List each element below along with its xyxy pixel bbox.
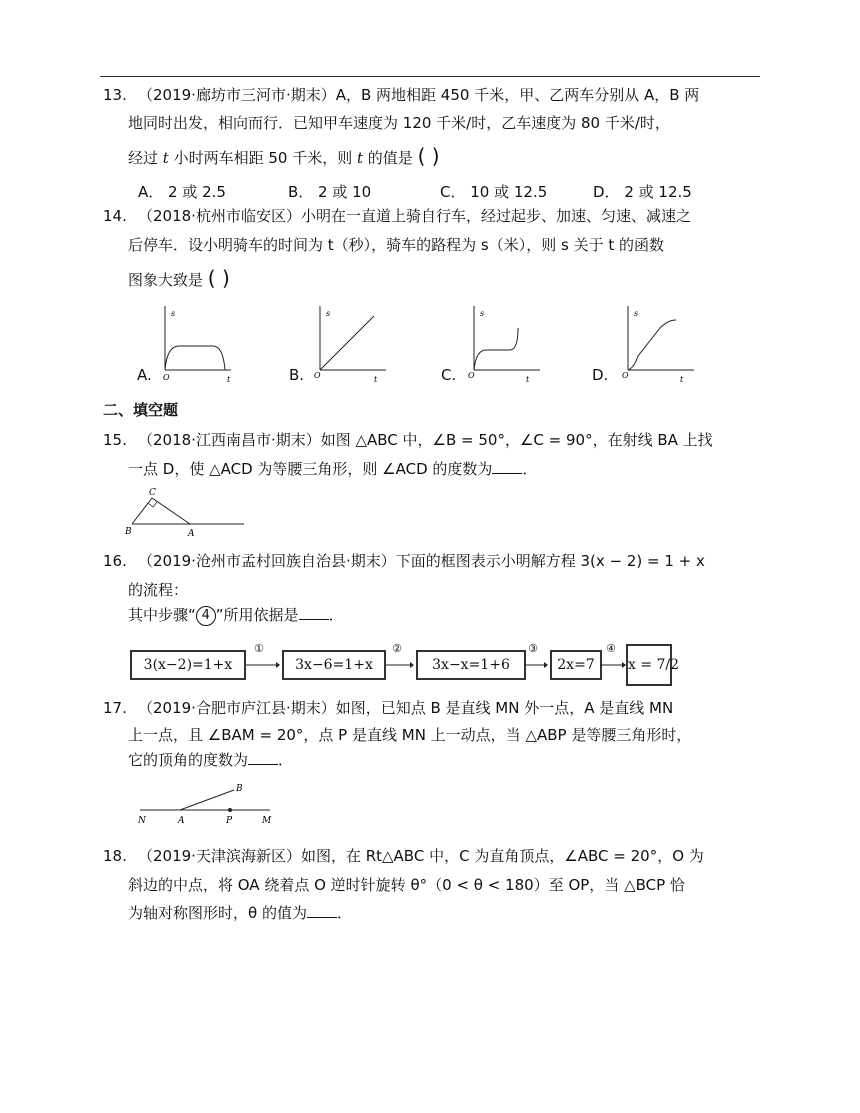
step-label: ②: [392, 642, 402, 655]
option-b[interactable]: B． 2 或 10: [288, 183, 372, 201]
flow-box-result: x = 7/2: [626, 644, 672, 686]
answer-paren: ( ): [207, 266, 230, 290]
text: 小时两车相距 50 千米，则: [168, 149, 357, 167]
text: 为轴对称图形时，θ 的值为: [128, 904, 307, 922]
axis-o: O: [622, 371, 629, 380]
axis-s: s: [634, 309, 639, 318]
axis-o: O: [468, 371, 475, 380]
label-b: B: [236, 784, 243, 794]
label-c: C: [149, 488, 156, 498]
graph-b[interactable]: [312, 302, 392, 384]
question-text-line: （2019·廊坊市三河市·期末）A，B 两地相距 450 千米，甲、乙两车分别从 A，B 两: [138, 86, 700, 104]
flow-box: 3x−x=1+6: [416, 650, 526, 680]
question-text-line: （2019·合肥市庐江县·期末）如图，已知点 B 是直线 MN 外一点，A 是直线 MN: [138, 699, 674, 717]
math-var: t: [356, 149, 364, 167]
question-number: 14.: [103, 207, 127, 225]
text: 图象大致是: [128, 271, 204, 289]
step-label: ④: [606, 642, 616, 655]
question-number: 15.: [103, 431, 127, 449]
text: ．: [522, 460, 538, 478]
axis-t: t: [680, 375, 684, 384]
axis-s: s: [480, 309, 485, 318]
graph-c[interactable]: [466, 302, 546, 384]
question-text-line: 的流程：: [128, 581, 189, 599]
graph-d[interactable]: [620, 302, 700, 384]
math-var: t: [162, 149, 169, 167]
text: ．: [278, 751, 294, 769]
text: 经过: [128, 149, 163, 167]
text: ．: [336, 904, 352, 922]
axis-t: t: [374, 375, 378, 384]
graph-a[interactable]: [157, 302, 237, 384]
flowchart: [130, 640, 680, 688]
text: ．: [328, 606, 344, 624]
question-text-line: 斜边的中点，将 OA 绕着点 O 逆时针旋转 θ°（0 < θ < 180）至 OP，当 △BCP 恰: [128, 876, 685, 894]
answer-blank[interactable]: [307, 903, 337, 918]
text: 的值是: [363, 149, 413, 167]
text: 其中步骤“: [128, 606, 196, 624]
text: 一点 D，使 △ACD 为等腰三角形，则 ∠ACD 的度数为: [128, 460, 493, 478]
label-b: B: [125, 527, 132, 537]
question-text-line: （2019·天津滨海新区）如图，在 Rt△ABC 中，C 为直角顶点，∠ABC = 20°，O 为: [138, 847, 704, 865]
answer-paren: ( ): [417, 144, 440, 168]
option-d[interactable]: D.: [592, 366, 609, 384]
step-label: ①: [254, 642, 264, 655]
triangle-figure: [122, 484, 252, 542]
option-d[interactable]: D． 2 或 12.5: [593, 183, 692, 201]
question-text-line: （2018·杭州市临安区）小明在一直道上骑自行车，经过起步、加速、匀速、减速之: [138, 207, 691, 225]
question-text-line: 后停车．设小明骑车的时间为 t（秒），骑车的路程为 s（米），则 s 关于 t 的函数: [128, 236, 665, 254]
option-c[interactable]: C． 10 或 12.5: [440, 183, 548, 201]
option-a[interactable]: A． 2 或 2.5: [138, 183, 226, 201]
question-text-line: 上一点，且 ∠BAM = 20°，点 P 是直线 MN 上一动点，当 △ABP 是等腰三角形时，: [128, 726, 692, 744]
axis-t: t: [526, 375, 530, 384]
text: 它的顶角的度数为: [128, 751, 249, 769]
question-text-line: 地同时出发，相向而行．已知甲车速度为 120 千米/时，乙车速度为 80 千米/时，: [128, 114, 670, 132]
answer-blank[interactable]: [248, 750, 278, 765]
label-m: M: [262, 816, 272, 826]
question-number: 16.: [103, 552, 127, 570]
axis-o: O: [314, 371, 321, 380]
answer-blank[interactable]: [492, 459, 522, 474]
section-title: 二、填空题: [103, 401, 179, 419]
label-a: A: [188, 529, 195, 539]
question-text-line: （2019·沧州市孟村回族自治县·期末）下面的框图表示小明解方程 3(x − 2) = 1 + x: [138, 552, 705, 570]
axis-o: O: [163, 373, 170, 382]
line-figure: [132, 778, 282, 826]
label-a: A: [178, 816, 185, 826]
label-n: N: [138, 816, 146, 826]
question-number: 18.: [103, 847, 127, 865]
option-c[interactable]: C.: [441, 366, 457, 384]
axis-t: t: [227, 375, 231, 384]
question-text-line: [128, 459, 537, 479]
question-text-line: （2018·江西南昌市·期末）如图 △ABC 中，∠B = 50°，∠C = 90°，在射线 BA 上找: [138, 431, 713, 449]
question-number: 17.: [103, 699, 127, 717]
flow-box: 2x=7: [550, 650, 602, 680]
answer-blank[interactable]: [299, 605, 329, 620]
axis-s: s: [171, 309, 176, 318]
label-p: P: [226, 816, 233, 826]
header-rule: [100, 76, 760, 77]
question-text-line: [128, 268, 230, 290]
step-label: ③: [528, 642, 538, 655]
flow-box: 3x−6=1+x: [282, 650, 386, 680]
option-a[interactable]: A.: [137, 366, 152, 384]
question-text-line: [128, 750, 293, 770]
question-text-line: [128, 146, 440, 168]
text: ”所用依据是: [215, 606, 299, 624]
question-text-line: [128, 903, 352, 923]
question-text-line: [128, 605, 344, 626]
option-b[interactable]: B.: [289, 366, 305, 384]
step-4-circle: 4: [196, 606, 216, 626]
question-number: 13.: [103, 86, 127, 104]
axis-s: s: [326, 309, 331, 318]
flow-box: 3(x−2)=1+x: [130, 650, 246, 680]
